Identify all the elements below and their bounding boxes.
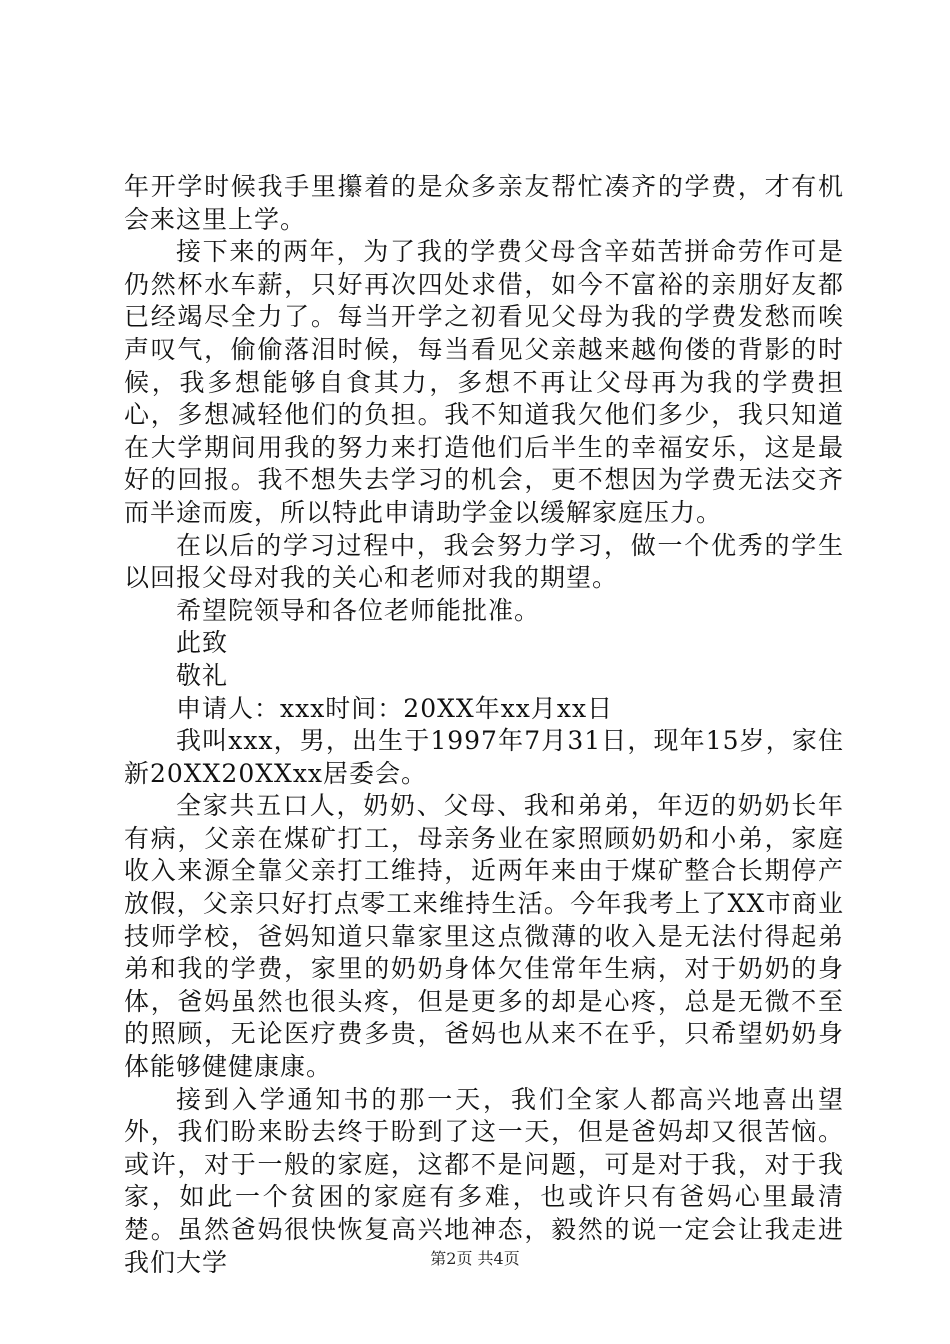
paragraph: 年开学时候我手里攥着的是众多亲友帮忙凑齐的学费，才有机会来这里上学。 — [124, 172, 844, 234]
paragraph: 在以后的学习过程中，我会努力学习，做一个优秀的学生以回报父母对我的关心和老师对我的期望。 — [124, 530, 844, 593]
paragraph: 接到入学通知书的那一天，我们全家人都高兴地喜出望外，我们盼来盼去终于盼到了这一天，但是爸妈却又很苦恼。或许，对于一般的家庭，这都不是问题，可是对于我，对于我家，如此一个贫困的家庭有多难，也或许只有爸妈心里最清楚。虽然爸妈很快恢复高兴地神态，毅然的说一定会让我走进我们大学 — [124, 1084, 844, 1277]
salutation: 敬礼 — [176, 660, 229, 690]
paragraph: 我叫xxx，男，出生于1997年7月31日，现年15岁，家住新20XX20XXxx居委会。 — [124, 726, 844, 788]
page-footer: 第2页 共4页 — [430, 1249, 520, 1268]
paragraph: 全家共五口人，奶奶、父母、我和弟弟，年迈的奶奶长年有病，父亲在煤矿打工，母亲务业在家照顾奶奶和小弟，家庭收入来源全靠父亲打工维持，近两年来由于煤矿整合长期停产放假，父亲只好打点零工来维持生活。今年我考上了XX市商业技师学校，爸妈知道只靠家里这点微薄的收入是无法付得起弟弟和我的学费，家里的奶奶身体欠佳常年生病，对于奶奶的身体，爸妈虽然也很头疼，但是更多的却是心疼，总是无微不至的照顾，无论医疗费多贵，爸妈也从来不在乎，只希望奶奶身体能够健健康康。 — [124, 791, 844, 1082]
document-body — [124, 171, 844, 1279]
signature-line: 申请人：xxx时间：20XX年xx月xx日 — [176, 693, 614, 723]
salutation: 此致 — [176, 628, 229, 658]
closing-request: 希望院领导和各位老师能批准。 — [176, 595, 541, 625]
paragraph: 接下来的两年，为了我的学费父母含辛茹苦拼命劳作可是仍然杯水车薪，只好再次四处求借，如今不富裕的亲朋好友都已经竭尽全力了。每当开学之初看见父母为我的学费发愁而唉声叹气，偷偷落泪时候，每当看见父亲越来越佝偻的背影的时候，我多想能够自食其力，多想不再让父母再为我的学费担心，多想减轻他们的负担。我不知道我欠他们多少，我只知道在大学期间用我的努力来打造他们后半生的幸福安乐，这是最好的回报。我不想失去学习的机会，更不想因为学费无法交齐而半途而废，所以特此申请助学金以缓解家庭压力。 — [124, 237, 844, 527]
